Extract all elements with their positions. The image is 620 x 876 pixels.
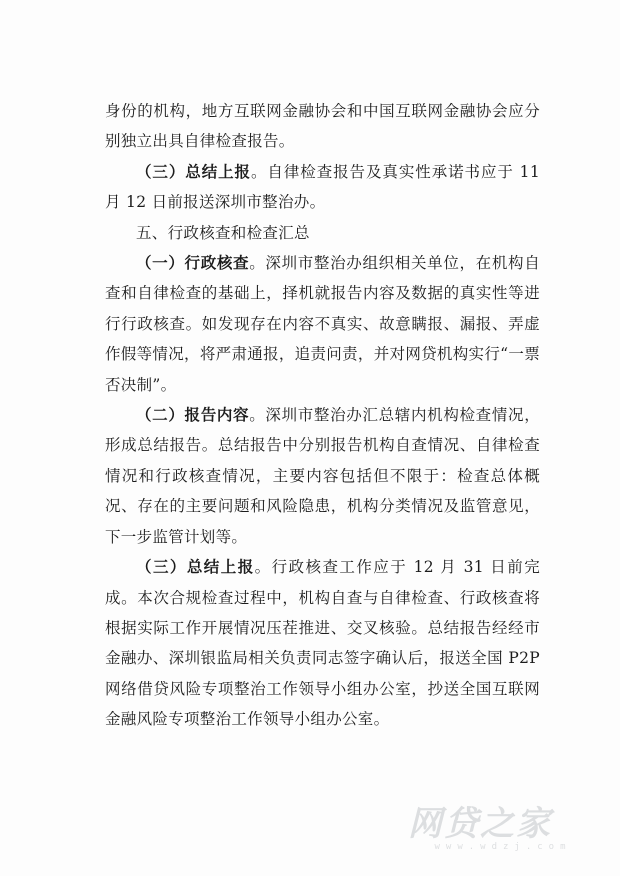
- watermark-title: 网贷之家: [408, 804, 552, 844]
- paragraph-text: 。深圳市整治办组织相关单位，在机构自查和自律检查的基础上，择机就报告内容及数据的真实性等进行行政核查。如发现存在内容不真实、故意瞒报、漏报、弄虚作假等情况，将严肃通报，追责问责，并对网贷机构实行“一票否决制”。: [105, 254, 540, 394]
- paragraph-summary-report-1: [105, 157, 540, 218]
- document-body: [105, 96, 540, 735]
- paragraph-label: （一）行政核查: [136, 253, 250, 273]
- paragraph-text: 。行政核查工作应于 12 月 31 日前完成。本次合规检查过程中，机构自查与自律检查、行政核查将根据实际工作开展情况压茬推进、交叉核验。总结报告经经市金融办、深圳银监局相关负责同志签字确认后，报送全国 P2P 网络借贷风险专项整治工作领导小组办公室，抄送全国互联网金融风险专项整治工作领导小组办公室。: [105, 558, 540, 729]
- paragraph-administrative-verification: [105, 248, 540, 400]
- paragraph-summary-report-2: [105, 552, 540, 734]
- paragraph-text: 身份的机构，地方互联网金融协会和中国互联网金融协会应分别独立出具自律检查报告。: [105, 102, 540, 151]
- watermark-url: www.wdzj.com: [434, 842, 572, 852]
- section-heading-5: 五、行政核查和检查汇总: [136, 223, 310, 242]
- paragraph-label: （三）总结上报: [136, 557, 255, 577]
- paragraph-text: 。深圳市整治办汇总辖内机构检查情况，形成总结报告。总结报告中分别报告机构自查情况、自律检查情况和行政核查情况，主要内容包括但不限于：检查总体概况、存在的主要问题和风险隐患，机构分类情况及监管意见，下一步监管计划等。: [105, 406, 540, 546]
- paragraph-label: （三）总结上报: [136, 161, 251, 181]
- paragraph-continuation: [105, 96, 540, 157]
- paragraph-label: （二）报告内容: [136, 405, 250, 425]
- watermark-logo: [408, 804, 598, 862]
- paragraph-report-content: [105, 400, 540, 552]
- paragraph-text: 。自律检查报告及真实性承诺书应于 11 月 12 日前报送深圳市整治办。: [105, 162, 540, 212]
